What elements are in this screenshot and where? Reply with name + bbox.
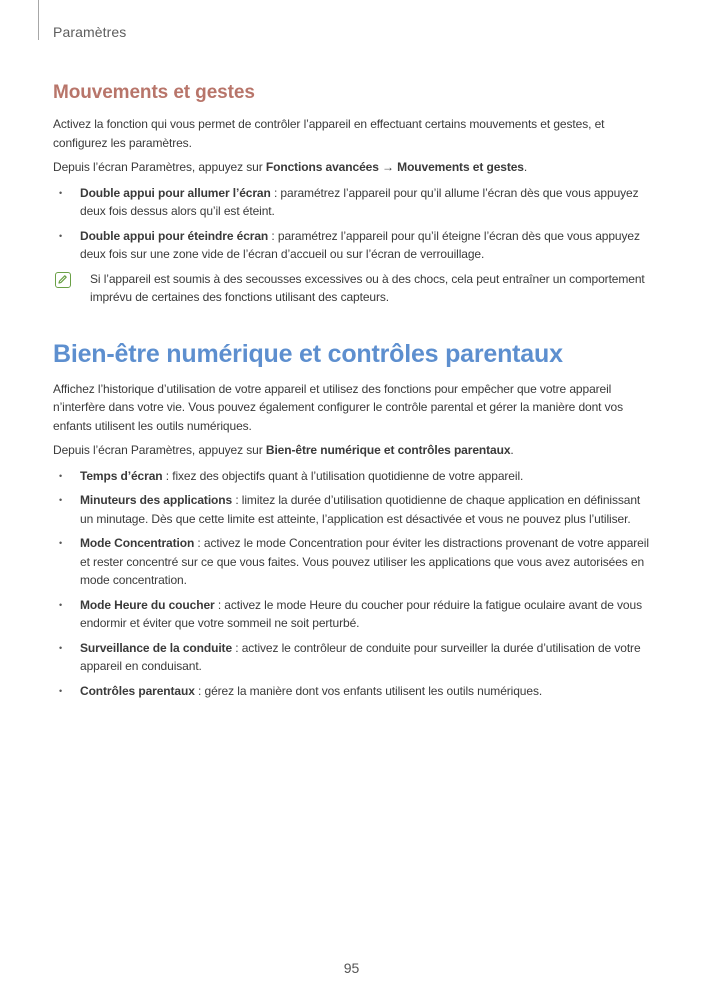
- path-step: Bien-être numérique et contrôles parentaux: [265, 443, 511, 457]
- item-text: : activez le contrôleur de conduite pour surveiller la durée d’utilisation de votre appareil en conduisant.: [80, 640, 641, 673]
- item-term: Double appui pour allumer l’écran: [80, 185, 271, 200]
- path-end: .: [523, 160, 528, 174]
- item-text: : fixez des objectifs quant à l’utilisation quotidienne de votre appareil.: [162, 468, 524, 483]
- path-arrow: →: [378, 160, 398, 174]
- path-prefix: Depuis l’écran Paramètres, appuyez sur: [53, 160, 266, 174]
- path-prefix: Depuis l’écran Paramètres, appuyez sur: [53, 443, 266, 457]
- item-term: Double appui pour éteindre écran: [80, 228, 269, 243]
- item-term: Mode Concentration: [80, 536, 195, 550]
- list-item: [53, 682, 649, 701]
- item-term: Contrôles parentaux: [80, 683, 195, 698]
- list-item: [53, 467, 649, 486]
- list-item: [53, 534, 649, 590]
- item-text: : paramétrez l’appareil pour qu’il allume l’écran dès que vous appuyez deux fois dessus alors qu’il est éteint.: [80, 185, 639, 218]
- list-item: [53, 639, 649, 676]
- page-number: 95: [343, 960, 360, 976]
- path-step: Fonctions avancées: [265, 160, 379, 174]
- item-term: Minuteurs des applications: [80, 493, 233, 507]
- feature-list: [53, 467, 649, 701]
- path-end: .: [510, 443, 514, 457]
- item-text: : limitez la durée d’utilisation quotidienne de chaque application en définissant un minutage. Dès que cette limite est atteinte, l’application est désactivée et vous ne pouvez plus l’utiliser.: [80, 493, 641, 526]
- settings-path: [53, 158, 649, 177]
- section-intro: Affichez l’historique d’utilisation de votre appareil et utilisez des fonctions pour empêcher que votre appareil n’interfère dans votre vie. Vous pouvez également configurer le contrôle parental et gérer la manière dont vos enfants utilisent les outils numériques.: [53, 381, 624, 433]
- item-term: Temps d’écran: [80, 468, 163, 483]
- note-text: Si l’appareil est soumis à des secousses excessives ou à des chocs, cela peut entraîner un comportement imprévu de certaines des fonctions utilisant des capteurs.: [90, 271, 645, 304]
- item-text: : activez le mode Heure du coucher pour réduire la fatigue oculaire avant de vous endormir et éviter que votre sommeil ne soit perturbé.: [80, 597, 642, 630]
- page-content: [53, 82, 649, 706]
- section-title-mouvements: Mouvements et gestes: [53, 82, 255, 103]
- list-item: [53, 227, 649, 264]
- note-pencil-icon: [55, 272, 71, 288]
- feature-list: [53, 184, 649, 264]
- section-intro: Activez la fonction qui vous permet de contrôler l’appareil en effectuant certains mouvements et gestes, et configurez les paramètres.: [53, 117, 605, 150]
- header-rule: [38, 0, 39, 40]
- list-item: [53, 184, 649, 221]
- list-item: [53, 596, 649, 633]
- settings-path: [53, 441, 649, 460]
- section-title-bien-etre: Bien-être numérique et contrôles parentaux: [53, 339, 563, 368]
- item-term: Mode Heure du coucher: [80, 597, 215, 612]
- page-header: Paramètres: [53, 24, 127, 40]
- path-step: Mouvements et gestes: [397, 160, 524, 174]
- list-item: [53, 491, 649, 528]
- item-term: Surveillance de la conduite: [80, 640, 233, 655]
- note-box: [53, 270, 649, 307]
- item-text: : paramétrez l’appareil pour qu’il éteigne l’écran dès que vous appuyez deux fois sur une zone vide de l’écran d’accueil ou sur l’écran de verrouillage.: [80, 228, 640, 261]
- item-text: : activez le mode Concentration pour éviter les distractions provenant de votre appareil et rester concentré sur ce que vous faites. Vous pouvez utiliser les applications que vous avez autorisées en mode concentration.: [80, 536, 649, 587]
- item-text: : gérez la manière dont vos enfants utilisent les outils numériques.: [194, 683, 543, 698]
